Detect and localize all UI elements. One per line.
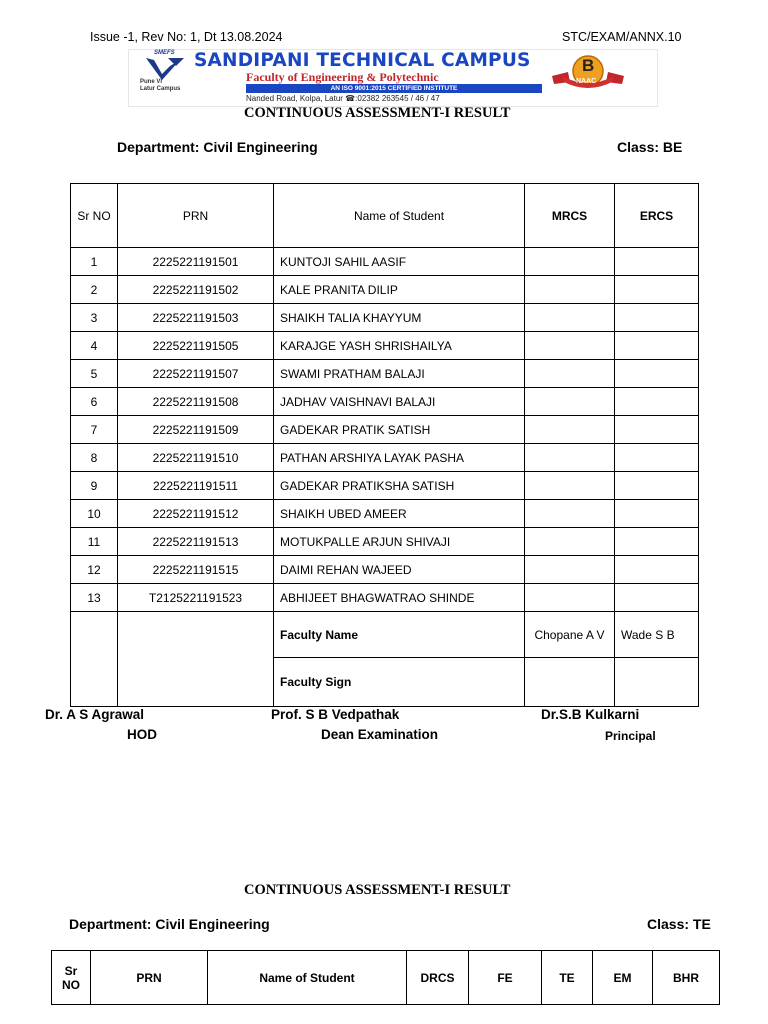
principal-name: Dr.S.B Kulkarni — [541, 707, 640, 722]
sr-no-cell: 10 — [71, 500, 118, 528]
sr-no-cell: 4 — [71, 332, 118, 360]
student-name-cell: DAIMI REHAN WAJEED — [274, 556, 525, 584]
naac-badge — [548, 54, 628, 90]
table-row — [71, 276, 699, 304]
table-row — [71, 416, 699, 444]
ercs-marks-cell — [615, 388, 699, 416]
prn-cell: 2225221191501 — [118, 248, 274, 276]
college-name: SANDIPANI TECHNICAL CAMPUS — [194, 50, 531, 71]
sr-no-cell: 13 — [71, 584, 118, 612]
result-table-be — [70, 183, 699, 707]
table2-header-row — [52, 951, 720, 1005]
sr-no-cell: 5 — [71, 360, 118, 388]
hod-title: HOD — [127, 727, 157, 742]
table-row — [71, 304, 699, 332]
prn-cell: T2125221191523 — [118, 584, 274, 612]
prn-cell: 2225221191513 — [118, 528, 274, 556]
table-row — [71, 500, 699, 528]
ercs-marks-cell — [615, 276, 699, 304]
faculty-name-label: Faculty Name — [274, 612, 525, 658]
sr-no-cell: 8 — [71, 444, 118, 472]
sr-no-cell: 1 — [71, 248, 118, 276]
prn-cell: 2225221191510 — [118, 444, 274, 472]
ercs-marks-cell — [615, 528, 699, 556]
mrcs-marks-cell — [525, 500, 615, 528]
section1-department: Department: Civil Engineering — [117, 139, 318, 155]
section2-class: Class: TE — [647, 916, 711, 932]
footer-empty-prn — [118, 612, 274, 707]
col2-header-te: TE — [542, 951, 593, 1005]
college-logo — [140, 50, 196, 92]
student-name-cell: SWAMI PRATHAM BALAJI — [274, 360, 525, 388]
student-name-cell: PATHAN ARSHIYA LAYAK PASHA — [274, 444, 525, 472]
prn-cell: 2225221191511 — [118, 472, 274, 500]
faculty-name-ercs: Wade S B — [615, 612, 699, 658]
prn-cell: 2225221191503 — [118, 304, 274, 332]
mrcs-marks-cell — [525, 528, 615, 556]
prn-cell: 2225221191515 — [118, 556, 274, 584]
table-row — [71, 444, 699, 472]
mrcs-marks-cell — [525, 248, 615, 276]
ercs-marks-cell — [615, 556, 699, 584]
faculty-name-mrcs: Chopane A V — [525, 612, 615, 658]
logo-bottom-text-1: Pune VI — [140, 79, 163, 85]
mrcs-marks-cell — [525, 332, 615, 360]
student-name-cell: SHAIKH UBED AMEER — [274, 500, 525, 528]
table-row — [71, 584, 699, 612]
student-name-cell: SHAIKH TALIA KHAYYUM — [274, 304, 525, 332]
col-header-sr: Sr NO — [71, 184, 118, 248]
ercs-marks-cell — [615, 248, 699, 276]
ercs-marks-cell — [615, 416, 699, 444]
sr-no-cell: 6 — [71, 388, 118, 416]
table-row — [71, 528, 699, 556]
prn-cell: 2225221191509 — [118, 416, 274, 444]
faculty-sign-label: Faculty Sign — [274, 658, 525, 707]
mrcs-marks-cell — [525, 584, 615, 612]
mrcs-marks-cell — [525, 360, 615, 388]
footer-empty-sr — [71, 612, 118, 707]
student-name-cell: GADEKAR PRATIKSHA SATISH — [274, 472, 525, 500]
naac-grade: B — [582, 56, 595, 75]
col-header-mrcs: MRCS — [525, 184, 615, 248]
section2-title: CONTINUOUS ASSESSMENT-I RESULT — [244, 882, 511, 898]
logo-top-text: SMEFS — [154, 50, 175, 56]
sr-no-cell: 3 — [71, 304, 118, 332]
col2-header-em: EM — [593, 951, 653, 1005]
faculty-sign-mrcs — [525, 658, 615, 707]
prn-cell: 2225221191505 — [118, 332, 274, 360]
col2-header-name: Name of Student — [208, 951, 407, 1005]
doc-code: STC/EXAM/ANNX.10 — [562, 30, 682, 44]
section1-class: Class: BE — [617, 139, 683, 155]
col-header-prn: PRN — [118, 184, 274, 248]
college-address: Nanded Road, Kolpa, Latur ☎:02382 263545 / 46 / 47 — [246, 94, 440, 103]
faculty-name-row — [71, 612, 699, 658]
student-name-cell: KUNTOJI SAHIL AASIF — [274, 248, 525, 276]
col-header-name: Name of Student — [274, 184, 525, 248]
ercs-marks-cell — [615, 360, 699, 388]
student-name-cell: GADEKAR PRATIK SATISH — [274, 416, 525, 444]
table-row — [71, 332, 699, 360]
dean-title: Dean Examination — [321, 727, 439, 742]
table-row — [71, 472, 699, 500]
iso-strip: AN ISO 9001:2015 CERTIFIED INSTITUTE — [246, 84, 542, 93]
sr-no-cell: 7 — [71, 416, 118, 444]
table-header-row — [71, 184, 699, 248]
section2-department: Department: Civil Engineering — [69, 916, 270, 932]
sr-no-cell: 12 — [71, 556, 118, 584]
section1-title: CONTINUOUS ASSESSMENT-I RESULT — [244, 105, 511, 121]
mrcs-marks-cell — [525, 276, 615, 304]
prn-cell: 2225221191508 — [118, 388, 274, 416]
col-header-ercs: ERCS — [615, 184, 699, 248]
table-row — [71, 248, 699, 276]
prn-cell: 2225221191507 — [118, 360, 274, 388]
student-name-cell: KARAJGE YASH SHRISHAILYA — [274, 332, 525, 360]
student-name-cell: ABHIJEET BHAGWATRAO SHINDE — [274, 584, 525, 612]
sr-no-cell: 9 — [71, 472, 118, 500]
logo-bottom-text-2: Latur Campus — [140, 86, 181, 92]
ercs-marks-cell — [615, 500, 699, 528]
table-row — [71, 388, 699, 416]
result-table-te — [51, 950, 720, 1005]
hod-name: Dr. A S Agrawal — [45, 707, 145, 722]
mrcs-marks-cell — [525, 472, 615, 500]
mrcs-marks-cell — [525, 388, 615, 416]
col2-header-sr-line1: Sr — [64, 963, 78, 978]
principal-title: Principal — [605, 729, 656, 743]
ercs-marks-cell — [615, 584, 699, 612]
prn-cell: 2225221191502 — [118, 276, 274, 304]
college-faculty: Faculty of Engineering & Polytechnic — [246, 70, 439, 84]
mrcs-marks-cell — [525, 304, 615, 332]
prn-cell: 2225221191512 — [118, 500, 274, 528]
naac-label: NAAC — [576, 78, 597, 85]
col2-header-bhr: BHR — [653, 951, 720, 1005]
col2-header-prn: PRN — [91, 951, 208, 1005]
student-name-cell: MOTUKPALLE ARJUN SHIVAJI — [274, 528, 525, 556]
col2-header-drcs: DRCS — [407, 951, 469, 1005]
student-name-cell: KALE PRANITA DILIP — [274, 276, 525, 304]
ercs-marks-cell — [615, 444, 699, 472]
faculty-sign-ercs — [615, 658, 699, 707]
table-row — [71, 556, 699, 584]
issue-text: Issue -1, Rev No: 1, Dt 13.08.2024 — [90, 30, 283, 44]
dean-name: Prof. S B Vedpathak — [271, 707, 400, 722]
ercs-marks-cell — [615, 304, 699, 332]
ercs-marks-cell — [615, 472, 699, 500]
sr-no-cell: 11 — [71, 528, 118, 556]
col2-header-fe: FE — [469, 951, 542, 1005]
table-row — [71, 360, 699, 388]
col2-header-sr-line2: NO — [62, 977, 80, 992]
col2-header-sr — [52, 951, 91, 1005]
sr-no-cell: 2 — [71, 276, 118, 304]
mrcs-marks-cell — [525, 416, 615, 444]
student-name-cell: JADHAV VAISHNAVI BALAJI — [274, 388, 525, 416]
mrcs-marks-cell — [525, 444, 615, 472]
mrcs-marks-cell — [525, 556, 615, 584]
ercs-marks-cell — [615, 332, 699, 360]
